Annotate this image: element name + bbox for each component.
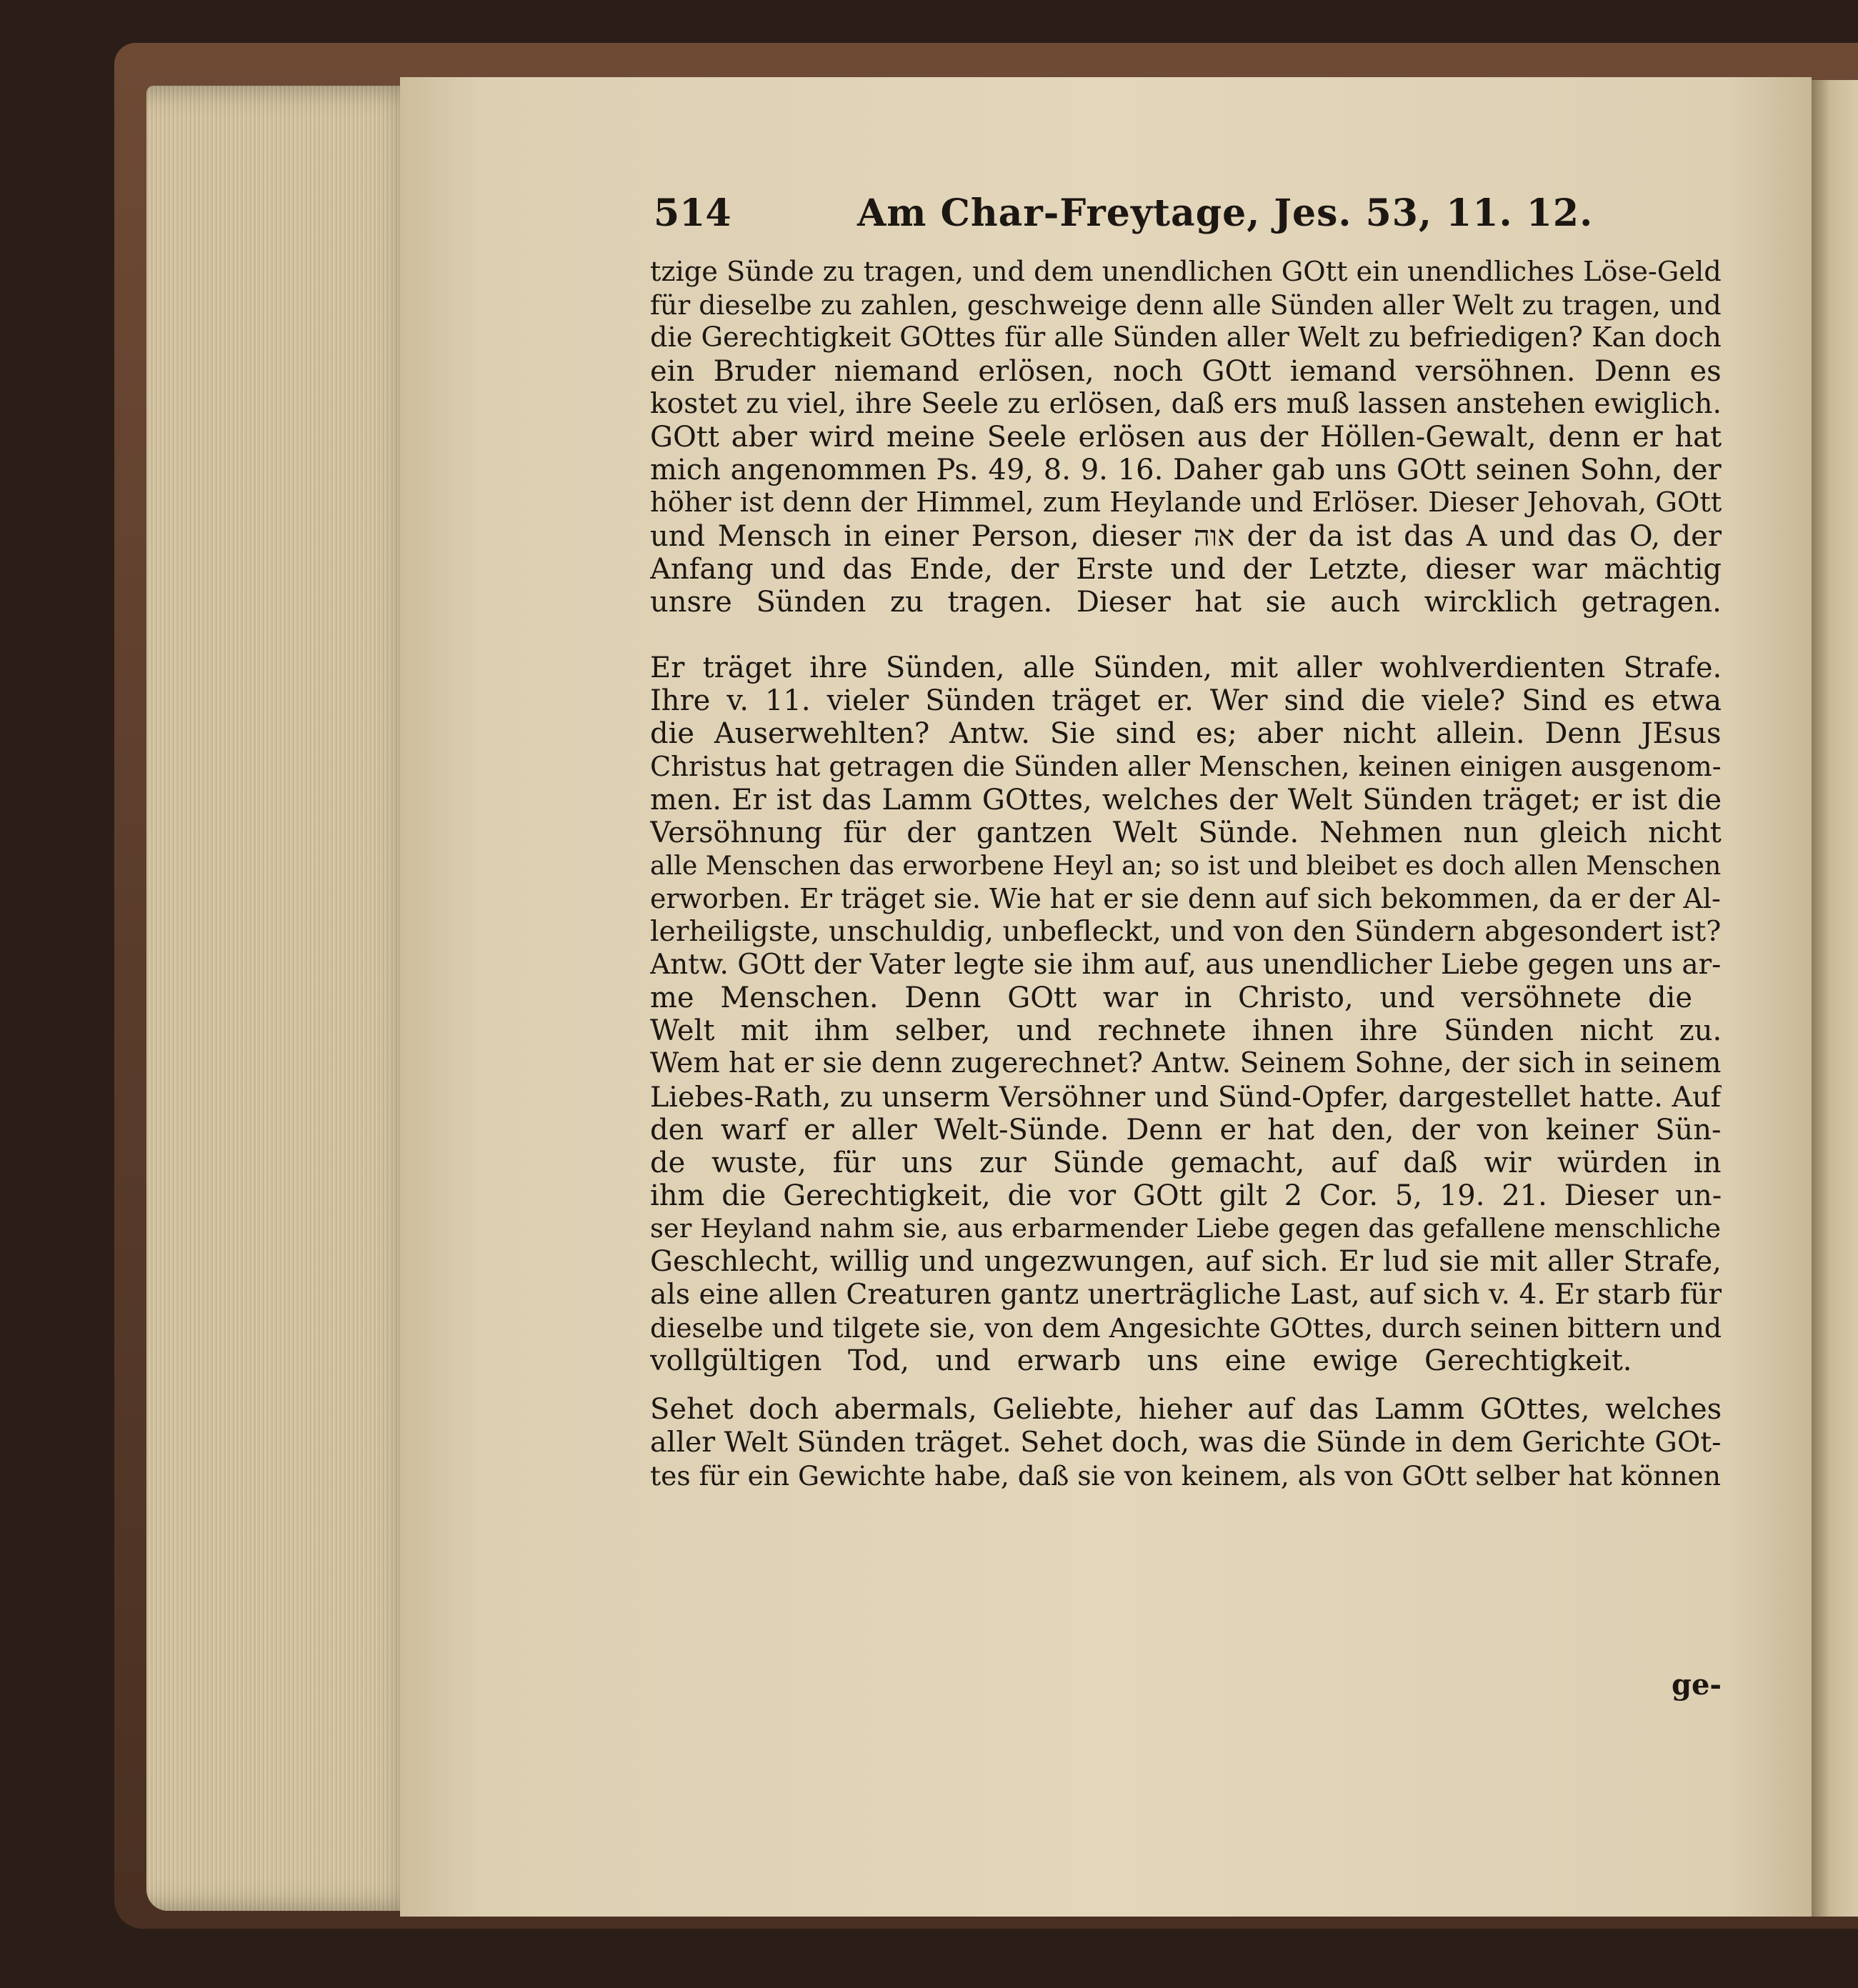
running-title: Am Char-Freytage, Jes. 53, 11. 12.	[857, 191, 1594, 235]
text-line: Er träget ihre Sünden, alle Sünden, mit aller wohlverdienten Strafe.	[650, 651, 1722, 685]
text-line: tzige Sünde zu tragen, und dem unendlichen GOtt ein unendliches Löse-Geld	[650, 256, 1722, 288]
page-number: 514	[654, 191, 731, 235]
text-line: kostet zu viel, ihre Seele zu erlösen, daß ers muß lassen anstehen ewiglich.	[650, 387, 1722, 420]
text-line: men. Er ist das Lamm GOttes, welches der Welt Sünden träget; er ist die	[650, 783, 1722, 816]
text-line: lerheiligste, unschuldig, unbefleckt, und von den Sündern abgesondert ist?	[650, 915, 1722, 948]
text-line: alle Menschen das erworbene Heyl an; so ist und bleibet es doch allen Menschen	[650, 850, 1722, 881]
text-line: Versöhnung für der gantzen Welt Sünde. Nehmen nun gleich nicht	[650, 816, 1722, 849]
text-line: Antw. GOtt der Vater legte sie ihm auf, aus unendlicher Liebe gegen uns ar-	[650, 948, 1722, 981]
text-line: erworben. Er träget sie. Wie hat er sie denn auf sich bekommen, da er der Al-	[650, 883, 1721, 915]
text-line: ser Heyland nahm sie, aus erbarmender Liebe gegen das gefallene menschliche	[650, 1213, 1721, 1244]
catchword: ge-	[1672, 1668, 1722, 1702]
text-line: GOtt aber wird meine Seele erlösen aus der Höllen-Gewalt, denn er hat	[650, 420, 1722, 454]
text-line: ein Bruder niemand erlösen, noch GOtt iemand versöhnen. Denn es	[650, 354, 1722, 388]
text-line: die Auserwehlten? Antw. Sie sind es; aber nicht allein. Denn JEsus	[650, 717, 1722, 751]
text-line: Welt mit ihm selber, und rechnete ihnen ihre Sünden nicht zu.	[650, 1014, 1722, 1048]
text-line: Geschlecht, willig und ungezwungen, auf sich. Er lud sie mit aller Strafe,	[650, 1245, 1722, 1279]
text-line: tes für ein Gewichte habe, daß sie von keinem, als von GOtt selber hat können	[650, 1459, 1721, 1492]
text-line: de wuste, für uns zur Sünde gemacht, auf daß wir würden in	[650, 1146, 1722, 1179]
text-line: als eine allen Creaturen gantz unerträgliche Last, auf sich v. 4. Er starb für	[650, 1278, 1722, 1311]
text-line: mich angenommen Ps. 49, 8. 9. 16. Daher gab uns GOtt seinen Sohn, der	[650, 454, 1722, 487]
text-line: dieselbe und tilgete sie, von dem Angesichte GOttes, durch seinen bittern und	[650, 1312, 1722, 1344]
text-line: me Menschen. Denn GOtt war in Christo, und versöhnete die	[650, 981, 1693, 1014]
text-line: und Mensch in einer Person, dieser אוה der da ist das A und das O, der	[650, 519, 1722, 553]
text-line: aller Welt Sünden träget. Sehet doch, was die Sünde in dem Gerichte GOt-	[650, 1426, 1722, 1459]
text-line: Anfang und das Ende, der Erste und der Letzte, dieser war mächtig	[650, 552, 1722, 586]
text-line: die Gerechtigkeit GOttes für alle Sünden aller Welt zu befriedigen? Kan doch	[650, 322, 1722, 354]
text-line: ihm die Gerechtigkeit, die vor GOtt gilt 2 Cor. 5, 19. 21. Dieser un-	[650, 1179, 1722, 1213]
text-line: für dieselbe zu zahlen, geschweige denn alle Sünden aller Welt zu tragen, und	[650, 289, 1722, 321]
text-line: höher ist denn der Himmel, zum Heylande und Erlöser. Dieser Jehovah, GOtt	[650, 486, 1722, 519]
text-line: den warf er aller Welt-Sünde. Denn er hat den, der von keiner Sün-	[650, 1113, 1722, 1147]
text-line: vollgültigen Tod, und erwarb uns eine ewige Gerechtigkeit.	[650, 1344, 1632, 1377]
text-line: Wem hat er sie denn zugerechnet? Antw. Seinem Sohne, der sich in seinem	[650, 1047, 1722, 1080]
text-line: Sehet doch abermals, Geliebte, hieher auf das Lamm GOttes, welches	[650, 1393, 1722, 1427]
text-line: Christus hat getragen die Sünden aller Menschen, keinen einigen ausgenom-	[650, 751, 1722, 783]
text-line: Liebes-Rath, zu unserm Versöhner und Sünd-Opfer, dargestellet hatte. Auf	[650, 1080, 1722, 1114]
text-line: unsre Sünden zu tragen. Dieser hat sie auch wircklich getragen.	[650, 585, 1722, 619]
page-header	[654, 191, 1594, 241]
text-line: Ihre v. 11. vieler Sünden träget er. Wer sind die viele? Sind es etwa	[650, 684, 1722, 718]
page-block-edge	[146, 86, 429, 1911]
body-text	[650, 256, 1722, 1492]
facing-page-edge	[1812, 80, 1858, 1917]
